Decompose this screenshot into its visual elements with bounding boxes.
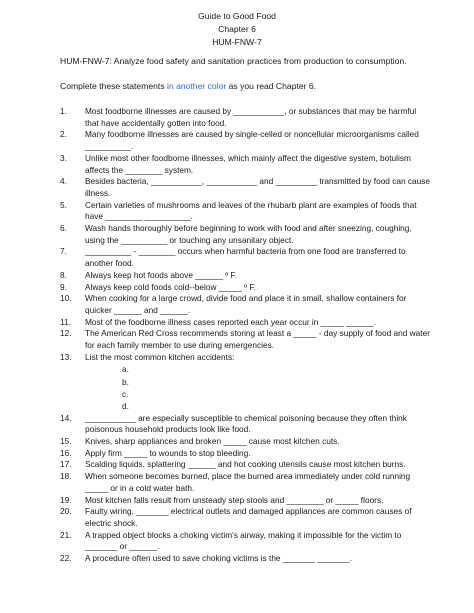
question-number: 12. bbox=[60, 328, 72, 339]
question-text: Apply firm _____ to wounds to stop bleeding. bbox=[85, 447, 251, 458]
question-item bbox=[60, 270, 432, 282]
question-text: __________ - ________ occurs when harmful bacteria from one food are transferred to another food. bbox=[85, 246, 406, 269]
question-item bbox=[60, 448, 432, 460]
question-number: 7. bbox=[60, 246, 67, 257]
question-number: 18. bbox=[60, 471, 72, 482]
question-text: Always keep cold foods cold--below _____ º F. bbox=[85, 281, 256, 292]
question-text: The American Red Cross recommends storing at least a _____ - day supply of food and water for each family member to use during emergencies. bbox=[85, 328, 430, 351]
question-number: 3. bbox=[60, 152, 67, 163]
header-title: Guide to Good Food bbox=[198, 11, 276, 21]
question-text: Wash hands thoroughly before beginning to work with food and after sneezing, coughing, using the __________ or touching any unsanitary object. bbox=[85, 223, 412, 245]
question-item bbox=[60, 317, 432, 329]
question-number: 6. bbox=[60, 223, 67, 234]
question-list bbox=[60, 106, 432, 565]
question-number: 2. bbox=[60, 129, 67, 140]
question-item bbox=[60, 106, 432, 129]
question-item bbox=[60, 200, 432, 223]
question-text: Most of the foodborne illness cases reported each year occur in _____ ______. bbox=[85, 316, 377, 327]
question-item bbox=[60, 413, 432, 436]
question-number: 1. bbox=[60, 106, 67, 116]
question-text: Besides bacteria, ___________, ___________ and _________ transmitted by food can cause illness. bbox=[85, 176, 431, 198]
question-item bbox=[60, 153, 432, 176]
header-chapter: Chapter 6 bbox=[218, 24, 256, 34]
question-text: A trapped object blocks a choking victim's airway, making it impossible for the victim to _______ or ______. bbox=[85, 529, 402, 552]
question-item bbox=[60, 471, 432, 494]
question-item bbox=[60, 246, 432, 269]
sublist-item: c. bbox=[122, 389, 129, 400]
accident-sublist bbox=[122, 363, 432, 412]
question-number: 13. bbox=[60, 351, 72, 362]
question-item bbox=[60, 176, 432, 199]
question-number: 21. bbox=[60, 529, 72, 540]
question-number: 10. bbox=[60, 293, 72, 304]
question-item bbox=[60, 530, 432, 553]
question-item bbox=[60, 495, 432, 507]
question-number: 8. bbox=[60, 269, 67, 280]
question-text: Unlike most other foodborne illnesses, which mainly affect the digestive system, botulism affects the ________ system. bbox=[85, 152, 411, 175]
instruction-before: Complete these statements bbox=[60, 81, 167, 91]
question-number: 4. bbox=[60, 176, 67, 187]
question-item bbox=[60, 459, 432, 471]
question-text: When someone becomes burned, place the burned area immediately under cold running _____ or in a cold water bath. bbox=[85, 471, 411, 493]
sublist-item: d. bbox=[122, 401, 129, 412]
question-number: 11. bbox=[60, 316, 71, 327]
question-item bbox=[60, 129, 432, 152]
question-text: When cooking for a large crowd, divide food and place it in small, shallow containers for quicker ______ and ______. bbox=[85, 293, 407, 315]
question-text: A procedure often used to save choking victims is the _______ _______. bbox=[85, 553, 353, 564]
question-text: ___________ are especially susceptible to chemical poisoning because they often think poisonous household products look like food. bbox=[85, 412, 407, 435]
question-number: 9. bbox=[60, 281, 67, 292]
question-number: 14. bbox=[60, 412, 72, 423]
question-text: Many foodborne illnesses are caused by single-celled or noncellular microorganisms called __________. bbox=[85, 129, 419, 152]
header-code: HUM-FNW-7 bbox=[212, 37, 262, 47]
question-item bbox=[60, 506, 432, 529]
document-header bbox=[0, 10, 474, 49]
question-item bbox=[60, 352, 432, 364]
question-number: 15. bbox=[60, 436, 72, 447]
instruction-accent: in another color bbox=[167, 81, 227, 91]
sublist-item: b. bbox=[122, 376, 129, 387]
question-number: 16. bbox=[60, 447, 72, 458]
question-item bbox=[60, 223, 432, 246]
question-number: 5. bbox=[60, 199, 67, 210]
sublist-item: a. bbox=[122, 364, 129, 375]
question-text: Faulty wiring, _______ electrical outlets and damaged appliances are common causes of electric shock. bbox=[85, 506, 412, 528]
question-number: 20. bbox=[60, 506, 72, 517]
instruction-line bbox=[60, 81, 316, 92]
question-number: 17. bbox=[60, 459, 72, 470]
objective-statement: HUM-FNW-7: Analyze food safety and sanitation practices from production to consumption. bbox=[60, 56, 407, 66]
question-text: Always keep hot foods above ______ º F. bbox=[85, 269, 238, 280]
instruction-after: as you read Chapter 6. bbox=[226, 81, 317, 91]
question-text: Knives, sharp appliances and broken _____ cause most kitchen cuts. bbox=[85, 436, 340, 447]
question-number: 22. bbox=[60, 553, 72, 564]
question-text: Certain varieties of mushrooms and leaves of the rhubarb plant are examples of foods that have ________ __________. bbox=[85, 199, 417, 222]
question-text: Most foodborne illnesses are caused by ___________, or substances that may be harmful that have accidentally gotten into food. bbox=[85, 106, 417, 128]
question-item bbox=[60, 282, 432, 294]
question-text: Most kitchen falls result from unsteady step stools and ________ or _____ floors. bbox=[85, 494, 384, 505]
question-number: 19. bbox=[60, 494, 72, 505]
question-item bbox=[60, 293, 432, 316]
question-text: List the most common kitchen accidents: bbox=[85, 351, 235, 362]
question-text: Scalding liquids, splattering ______ and hot cooking utensils cause most kitchen burns. bbox=[85, 459, 406, 470]
question-item bbox=[60, 553, 432, 565]
question-item bbox=[60, 328, 432, 351]
question-item bbox=[60, 436, 432, 448]
